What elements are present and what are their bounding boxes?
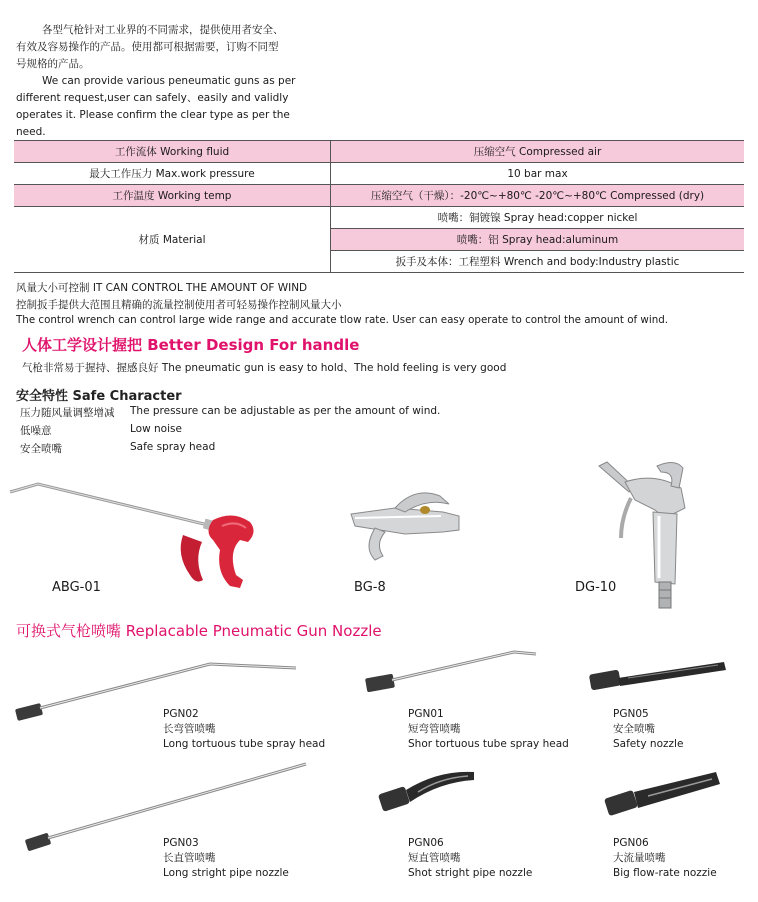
- pgn06-big-nozzle-image: [604, 770, 724, 820]
- intro-cn-line-1: 各型气枪针对工业界的不同需求，提供使用者安全、: [42, 24, 284, 36]
- intro-cn-line-2: 有效及容易操作的产品。使用都可根据需要，订购不同型: [16, 41, 279, 53]
- pgn06-short-label: [408, 836, 532, 881]
- spec-material-row-1: [14, 207, 744, 229]
- spec-header-row: [14, 141, 744, 163]
- safety-item-2-en: Low noise: [130, 423, 182, 435]
- bg-8-gun-image: [345, 478, 465, 568]
- spec-pressure-value: 10 bar max: [331, 163, 745, 185]
- pgn06-big-en: Big flow-rate nozzie: [613, 867, 717, 879]
- intro-en-line-1: We can provide various peneumatic guns as per: [42, 75, 296, 87]
- spec-material-value-1: 喷嘴：铜镀镍 Spray head:copper nickel: [331, 207, 745, 229]
- pgn05-nozzle-image: [588, 656, 733, 696]
- safety-item-3-en: Safe spray head: [130, 441, 216, 453]
- pgn06-short-nozzle-image: [378, 766, 478, 816]
- pgn06-big-cn: 大流量喷嘴: [613, 852, 666, 864]
- spec-header-left: 工作流体 Working fluid: [14, 141, 331, 163]
- spec-material-value-2: 喷嘴：铝 Spray head:aluminum: [331, 229, 745, 251]
- pgn01-label: [408, 707, 569, 752]
- pgn01-code: PGN01: [408, 708, 444, 720]
- pgn01-nozzle-image: [364, 644, 544, 694]
- pgn05-code: PGN05: [613, 708, 649, 720]
- pgn03-cn: 长直管喷嘴: [163, 852, 216, 864]
- pgn05-label: [613, 707, 683, 752]
- spec-pressure-label: 最大工作压力 Max.work pressure: [14, 163, 331, 185]
- pgn02-label: [163, 707, 325, 752]
- design-text: 气枪非常易于握持、握感良好 The pneumatic gun is easy to hold、The hold feeling is very good: [22, 362, 507, 374]
- spec-table: [14, 140, 744, 273]
- control-line-3: The control wrench can control large wide range and accurate tlow rate. User can easy operate to control the amount of wind.: [16, 314, 669, 326]
- pgn06-big-label: [613, 836, 717, 881]
- safety-item-1-cn: 压力随风量调整增减: [20, 407, 115, 419]
- dg-10-label: DG-10: [575, 580, 617, 595]
- pgn01-en: Shor tortuous tube spray head: [408, 738, 569, 750]
- spec-material-value-3: 扳手及本体：工程塑料 Wrench and body:Industry plastic: [331, 251, 745, 273]
- abg-01-label: ABG-01: [52, 580, 101, 595]
- abg-01-gun-image: [8, 480, 278, 610]
- spec-material-label: 材质 Material: [14, 207, 331, 273]
- spec-temp-label: 工作温度 Working temp: [14, 185, 331, 207]
- intro-cn-line-3: 号规格的产品。: [16, 58, 90, 70]
- pgn02-en: Long tortuous tube spray head: [163, 738, 326, 750]
- spec-temp-row: [14, 185, 744, 207]
- pgn05-cn: 安全喷嘴: [613, 723, 655, 735]
- bg-8-label: BG-8: [354, 580, 386, 595]
- pgn06-big-code: PGN06: [613, 837, 649, 849]
- pgn03-label: [163, 836, 289, 881]
- pgn02-cn: 长弯管喷嘴: [163, 723, 216, 735]
- intro-block: [16, 22, 316, 141]
- control-line-1: 风量大小可控制 IT CAN CONTROL THE AMOUNT OF WIND: [16, 282, 308, 294]
- spec-header-right: 压缩空气 Compressed air: [331, 141, 745, 163]
- safety-item-3-cn: 安全喷嘴: [20, 443, 62, 455]
- pgn03-code: PGN03: [163, 837, 199, 849]
- spec-temp-value: 压缩空气（干燥）：-20℃~+80℃ -20℃~+80℃ Compressed (dry): [331, 185, 745, 207]
- intro-en-line-3: operates it. Please confirm the clear type as per the need.: [16, 109, 290, 138]
- pgn05-en: Safety nozzle: [613, 738, 684, 750]
- control-line-2: 控制扳手提供大范围且精确的流量控制使用者可轻易操作控制风量大小: [16, 299, 342, 311]
- pgn06-short-cn: 短直管喷嘴: [408, 852, 461, 864]
- safety-heading: 安全特性 Safe Character: [16, 389, 182, 404]
- pgn03-en: Long stright pipe nozzle: [163, 867, 289, 879]
- pgn06-short-en: Shot stright pipe nozzle: [408, 867, 533, 879]
- safety-item-1-en: The pressure can be adjustable as per the amount of wind.: [130, 405, 441, 417]
- intro-en-line-2: different request,user can safely、easily and validly: [16, 92, 289, 104]
- safety-item-2-cn: 低噪意: [20, 425, 52, 437]
- pgn01-cn: 短弯管喷嘴: [408, 723, 461, 735]
- nozzle-section-heading: 可换式气枪喷嘴 Replacable Pneumatic Gun Nozzle: [16, 622, 382, 640]
- spec-pressure-row: [14, 163, 744, 185]
- pgn06-short-code: PGN06: [408, 837, 444, 849]
- pgn02-code: PGN02: [163, 708, 199, 720]
- design-heading: 人体工学设计握把 Better Design For handle: [22, 336, 360, 354]
